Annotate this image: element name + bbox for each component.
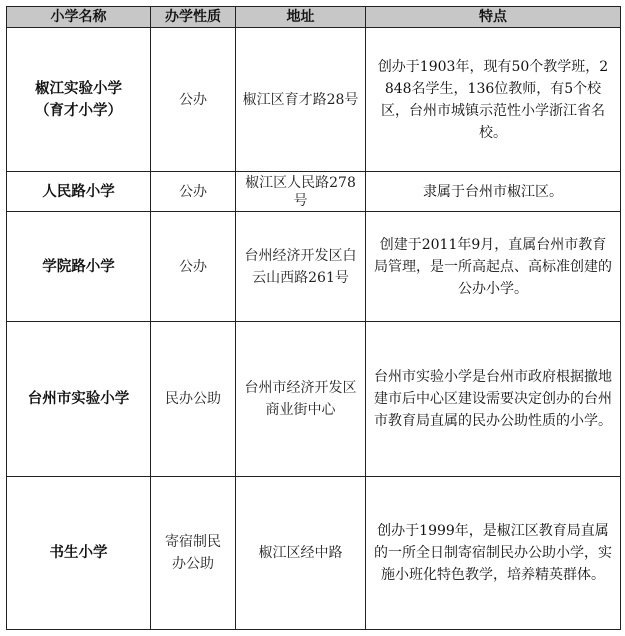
school-type: 公办: [151, 212, 236, 322]
table-row: [7, 172, 621, 212]
school-address: 椒江区育才路28号: [236, 28, 366, 172]
table-row: [7, 477, 621, 630]
school-table: [6, 6, 621, 630]
school-name-text: 椒江实验小学（育才小学）: [35, 79, 122, 119]
header-name: 小学名称: [7, 7, 151, 28]
header-features: 特点: [366, 7, 621, 28]
school-name: 学院路小学: [7, 212, 151, 322]
table-row: [7, 28, 621, 172]
school-address: 椒江区经中路: [236, 477, 366, 630]
header-address: 地址: [236, 7, 366, 28]
school-features: 创办于1999年，是椒江区教育局直属的一所全日制寄宿制民办公助小学，实施小班化特色教学，培养精英群体。: [366, 477, 621, 630]
school-type: [151, 477, 236, 630]
school-name: 台州市实验小学: [7, 322, 151, 477]
school-features: 创建于2011年9月，直属台州市教育局管理，是一所高起点、高标准创建的公办小学。: [366, 212, 621, 322]
school-type-text: 寄宿制民办公助: [165, 534, 221, 572]
school-address: 台州市经济开发区商业街中心: [236, 322, 366, 477]
school-type: 民办公助: [151, 322, 236, 477]
header-type: 办学性质: [151, 7, 236, 28]
school-address: 台州经济开发区白云山西路261号: [236, 212, 366, 322]
table-row: [7, 322, 621, 477]
school-name: [7, 28, 151, 172]
school-name: 人民路小学: [7, 172, 151, 212]
school-name: 书生小学: [7, 477, 151, 630]
school-features: 台州市实验小学是台州市政府根据撤地建市后中心区建设需要决定创办的台州市教育局直属的民办公助性质的小学。: [366, 322, 621, 477]
school-features: 隶属于台州市椒江区。: [366, 172, 621, 212]
header-row: [7, 7, 621, 28]
school-type: 公办: [151, 28, 236, 172]
school-type: 公办: [151, 172, 236, 212]
table-row: [7, 212, 621, 322]
school-features: 创办于1903年，现有50个教学班，2848名学生，136位教师，有5个校区，台州市城镇示范性小学浙江省名校。: [366, 28, 621, 172]
school-address: 椒江区人民路278号: [236, 172, 366, 212]
